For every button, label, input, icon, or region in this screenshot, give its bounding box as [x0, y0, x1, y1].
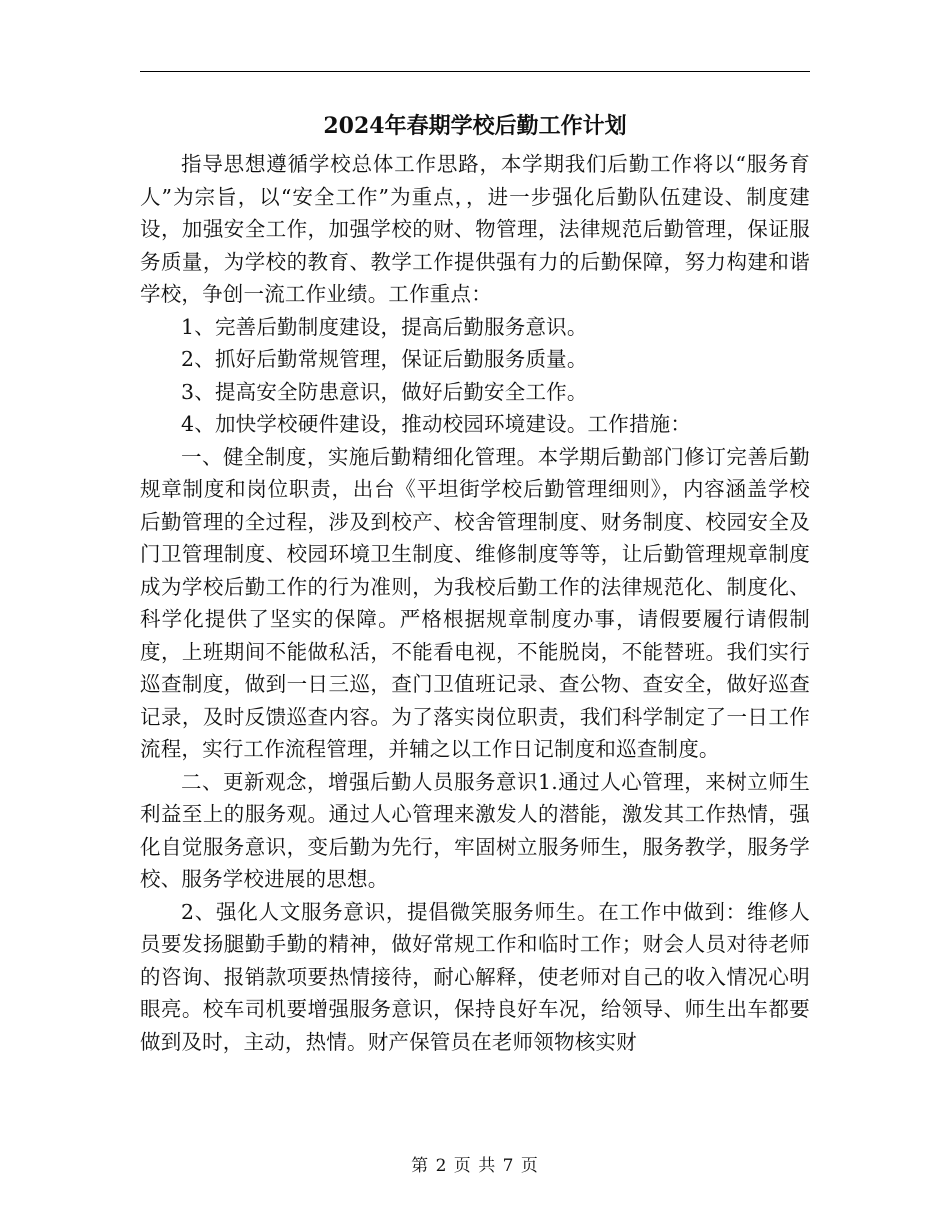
header-rule: [140, 71, 810, 72]
document-body: [140, 108, 810, 1058]
paragraph-measure-2: 二、更新观念，增强后勤人员服务意识1.通过人心管理，来树立师生利益至上的服务观。通过人心管理来激发人的潜能，激发其工作热情，强化自觉服务意识，变后勤为先行，牢固树立服务师生，服务教学，服务学校、服务学校进展的思想。: [140, 769, 810, 891]
paragraph-focus-1: 1、完善后勤制度建设，提高后勤服务意识。: [181, 314, 588, 339]
paragraph-focus-2: 2、抓好后勤常规管理，保证后勤服务质量。: [181, 347, 588, 371]
page-number: 第 2 页 共 7 页: [411, 1156, 539, 1176]
paragraph-focus-4: 4、加快学校硬件建设，推动校园环境建设。工作措施：: [181, 412, 692, 436]
paragraph-measure-2-sub-2: 2、强化人文服务意识，提倡微笑服务师生。在工作中做到：维修人员要发扬腿勤手勤的精神，做好常规工作和临时工作；财会人员对待老师的咨询、报销款项要热情接待，耐心解释，使老师对自己的收入情况心明眼亮。校车司机要增强服务意识，保持良好车况，给领导、师生出车都要做到及时，主动，热情。财产保管员在老师领物核实财: [140, 899, 810, 1054]
paragraph-guiding-ideology: 指导思想遵循学校总体工作思路，本学期我们后勤工作将以“服务育人”为宗旨，以“安全工作”为重点，，进一步强化后勤队伍建设、制度建设，加强安全工作，加强学校的财、物管理，法律规范后勤管理，保证服务质量，为学校的教育、教学工作提供强有力的后勤保障，努力构建和谐学校，争创一流工作业绩。工作重点：: [140, 152, 810, 306]
document-title: 2024年春期学校后勤工作计划: [323, 113, 627, 139]
paragraph-measure-1: 一、健全制度，实施后勤精细化管理。本学期后勤部门修订完善后勤规章制度和岗位职责，出台《平坦街学校后勤管理细则》，内容涵盖学校后勤管理的全过程，涉及到校产、校舍管理制度、财务制度、校园安全及门卫管理制度、校园环境卫生制度、维修制度等等，让后勤管理规章制度成为学校后勤工作的行为准则，为我校后勤工作的法律规范化、制度化、科学化提供了坚实的保障。严格根据规章制度办事，请假要履行请假制度，上班期间不能做私活，不能看电视，不能脱岗，不能替班。我们实行巡查制度，做到一日三巡，查门卫值班记录、查公物、查安全，做好巡查记录，及时反馈巡查内容。为了落实岗位职责，我们科学制定了一日工作流程，实行工作流程管理，并辅之以工作日记制度和巡查制度。: [140, 444, 810, 761]
paragraph-focus-3: 3、提高安全防患意识，做好后勤安全工作。: [181, 379, 588, 404]
